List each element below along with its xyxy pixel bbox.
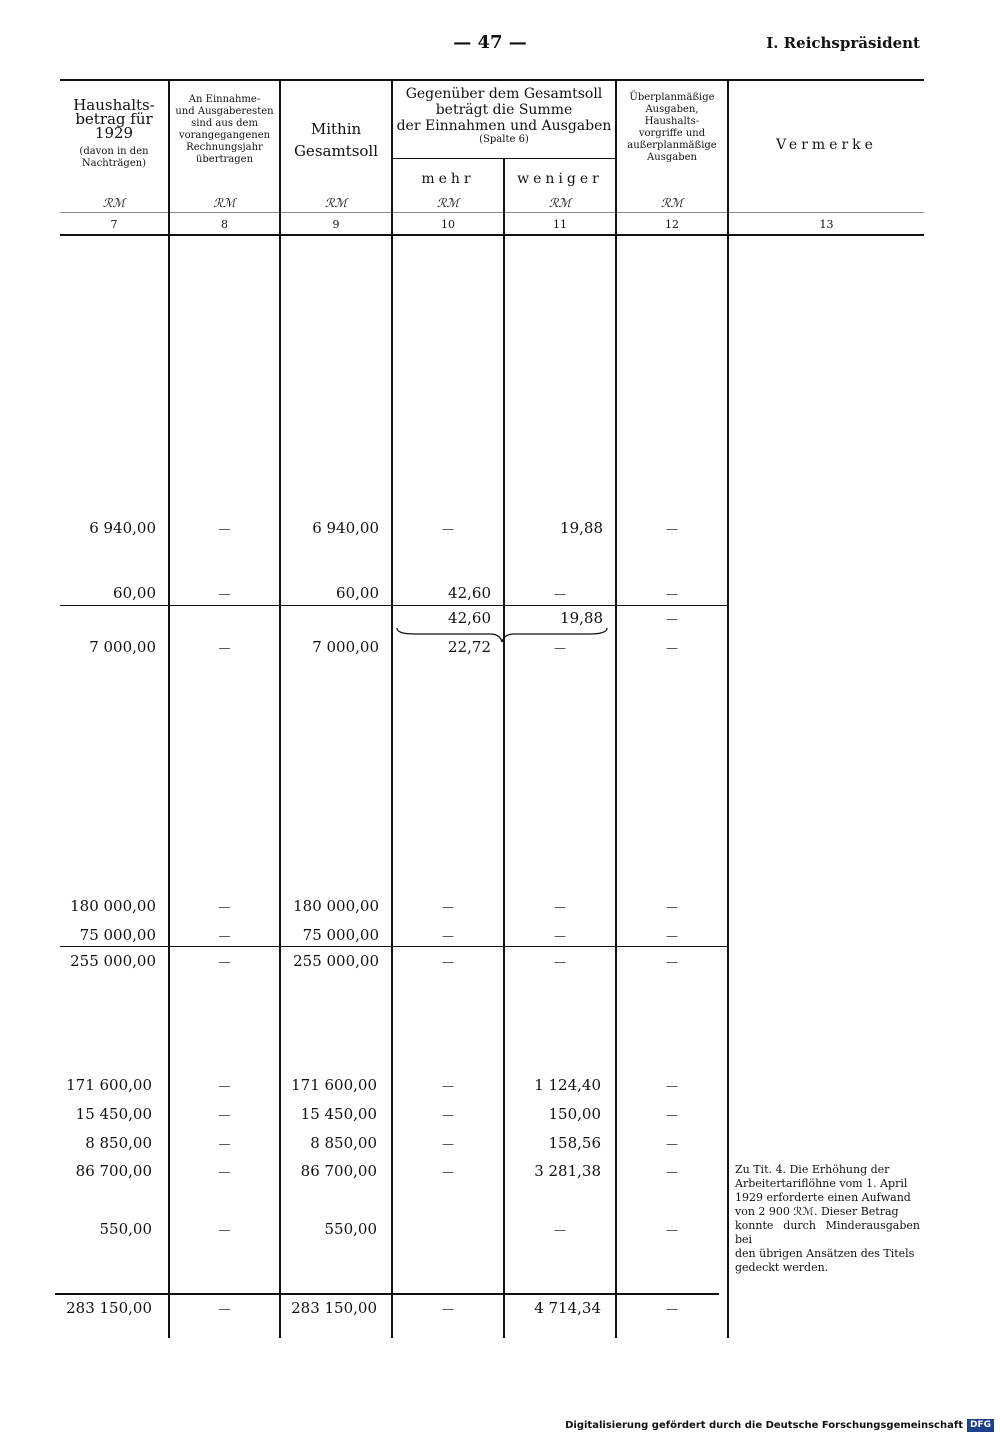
cell-c12: —: [666, 1108, 678, 1122]
cell-c12: —: [666, 900, 678, 914]
cell-c9: 7 000,00: [312, 638, 379, 656]
cell-c12: —: [666, 1302, 678, 1316]
cell-c10: —: [442, 1108, 454, 1122]
cell-c11: 150,00: [548, 1105, 601, 1123]
cell-c8: —: [218, 1137, 231, 1151]
footer-text: Digitalisierung gefördert durch die Deutsche Forschungsgemeinschaft: [565, 1419, 963, 1431]
cell-c9: 180 000,00: [293, 897, 379, 915]
cell-c7: 171 600,00: [66, 1076, 152, 1094]
header-col8: An Einnahme- und Ausgaberesten sind aus dem vorangegangenen Rechnungsjahr übertragen: [175, 94, 274, 165]
cell-c10: —: [442, 900, 454, 914]
header-col9: Mithin Gesamtsoll: [293, 120, 379, 160]
header-bottom-rule: [60, 234, 924, 236]
cell-c11: —: [554, 900, 566, 914]
cell-c7: 60,00: [113, 584, 156, 602]
header-col11: weniger: [517, 171, 603, 187]
column-divider: [727, 80, 729, 1338]
cell-c12: —: [666, 612, 678, 626]
unit-label: ℛℳ: [548, 196, 572, 210]
cell-c9: 86 700,00: [300, 1162, 377, 1180]
cell-c10: —: [442, 955, 454, 969]
cell-c11: 1 124,40: [534, 1076, 601, 1094]
cell-c7: 7 000,00: [89, 638, 156, 656]
cell-c8: —: [218, 1302, 231, 1316]
cell-c10: 42,60: [448, 609, 491, 627]
cell-c8: —: [218, 1165, 231, 1179]
cell-c7: 180 000,00: [70, 897, 156, 915]
unit-label: ℛℳ: [102, 196, 126, 210]
cell-c12: —: [666, 522, 678, 536]
cell-c11: 4 714,34: [534, 1299, 601, 1317]
cell-c12: —: [666, 1079, 678, 1093]
cell-c11: —: [554, 929, 566, 943]
cell-c11: 19,88: [560, 609, 603, 627]
cell-c7: 8 850,00: [85, 1134, 152, 1152]
column-number: 12: [665, 218, 679, 231]
unit-label: ℛℳ: [324, 196, 348, 210]
cell-c9: 75 000,00: [302, 926, 379, 944]
cell-c10: —: [442, 522, 454, 536]
cell-c10: —: [442, 1302, 454, 1316]
remark-note: Zu Tit. 4. Die Erhöhung der Arbeitertariflöhne vom 1. April 1929 erforderte einen Aufwand von 2 900 ℛℳ. Dieser Betrag konnte durch Minderausgaben bei den übrigen Ansätzen des Titels gedeckt werden.: [735, 1163, 920, 1274]
cell-c7: 75 000,00: [79, 926, 156, 944]
page-number: — 47 —: [453, 32, 527, 53]
cell-c9: 8 850,00: [310, 1134, 377, 1152]
cell-c7: 255 000,00: [70, 952, 156, 970]
header-col10-11: Gegenüber dem Gesamtsoll beträgt die Summe der Einnahmen und Ausgaben (Spalte 6): [396, 86, 612, 145]
cell-c12: —: [666, 1223, 678, 1237]
cell-c9: 255 000,00: [293, 952, 379, 970]
units-rule: [60, 212, 924, 213]
cell-c9: 283 150,00: [291, 1299, 377, 1317]
cell-c9: 171 600,00: [291, 1076, 377, 1094]
cell-c9: 60,00: [336, 584, 379, 602]
cell-c12: —: [666, 587, 678, 601]
header-col10: mehr: [421, 171, 475, 187]
total-rule: [55, 1293, 719, 1295]
cell-c8: —: [218, 1108, 231, 1122]
cell-c8: —: [218, 587, 231, 601]
cell-c7: 6 940,00: [89, 519, 156, 537]
cell-c12: —: [666, 1137, 678, 1151]
cell-c8: —: [218, 641, 231, 655]
cell-c10: —: [442, 1079, 454, 1093]
cell-c10: —: [442, 929, 454, 943]
column-number: 10: [441, 218, 455, 231]
cell-c10: 42,60: [448, 584, 491, 602]
cell-c11: 158,56: [548, 1134, 601, 1152]
cell-c7: 283 150,00: [66, 1299, 152, 1317]
column-number: 13: [819, 218, 834, 231]
cell-c8: —: [218, 522, 231, 536]
cell-c10: —: [442, 1137, 454, 1151]
cell-c8: —: [218, 1223, 231, 1237]
unit-label: ℛℳ: [213, 196, 236, 210]
cell-c7: 15 450,00: [75, 1105, 152, 1123]
cell-c10: 22,72: [448, 638, 491, 656]
cell-c11: 19,88: [560, 519, 603, 537]
cell-c12: —: [666, 929, 678, 943]
dfg-logo-icon: DFG: [967, 1419, 994, 1432]
cell-c8: —: [218, 929, 231, 943]
column-number: 8: [221, 218, 228, 231]
header-col7: Haushalts- betrag für 1929 (davon in den Nachträgen): [73, 96, 155, 169]
cell-c12: —: [666, 1165, 678, 1179]
column-divider: [503, 158, 505, 1338]
cell-c7: 550,00: [99, 1220, 152, 1238]
footer-credit: [560, 1417, 1000, 1433]
cell-c11: —: [554, 641, 566, 655]
cell-c9: 15 450,00: [300, 1105, 377, 1123]
section-title: I. Reichspräsident: [766, 34, 920, 52]
cell-c11: 3 281,38: [534, 1162, 601, 1180]
subtotal-rule: [60, 605, 727, 606]
cell-c12: —: [666, 955, 678, 969]
cell-c8: —: [218, 1079, 231, 1093]
unit-label: ℛℳ: [436, 196, 460, 210]
cell-c12: —: [666, 641, 678, 655]
table-top-rule: [60, 79, 924, 81]
cell-c8: —: [218, 955, 231, 969]
subtotal-rule: [60, 946, 727, 947]
cell-c11: —: [554, 587, 566, 601]
cell-c9: 6 940,00: [312, 519, 379, 537]
column-number: 9: [332, 218, 340, 231]
cell-c11: —: [554, 955, 566, 969]
header-col13: Vermerke: [776, 137, 877, 153]
unit-label: ℛℳ: [660, 196, 684, 210]
header-col12: Überplanmäßige Ausgaben, Haushalts- vorgriffe und außerplanmäßige Ausgaben: [627, 92, 717, 163]
cell-c10: —: [442, 1165, 454, 1179]
column-number: 11: [553, 218, 567, 231]
cell-c7: 86 700,00: [75, 1162, 152, 1180]
column-number: 7: [110, 218, 118, 231]
cell-c11: —: [554, 1223, 566, 1237]
cell-c9: 550,00: [324, 1220, 377, 1238]
cell-c8: —: [218, 900, 231, 914]
